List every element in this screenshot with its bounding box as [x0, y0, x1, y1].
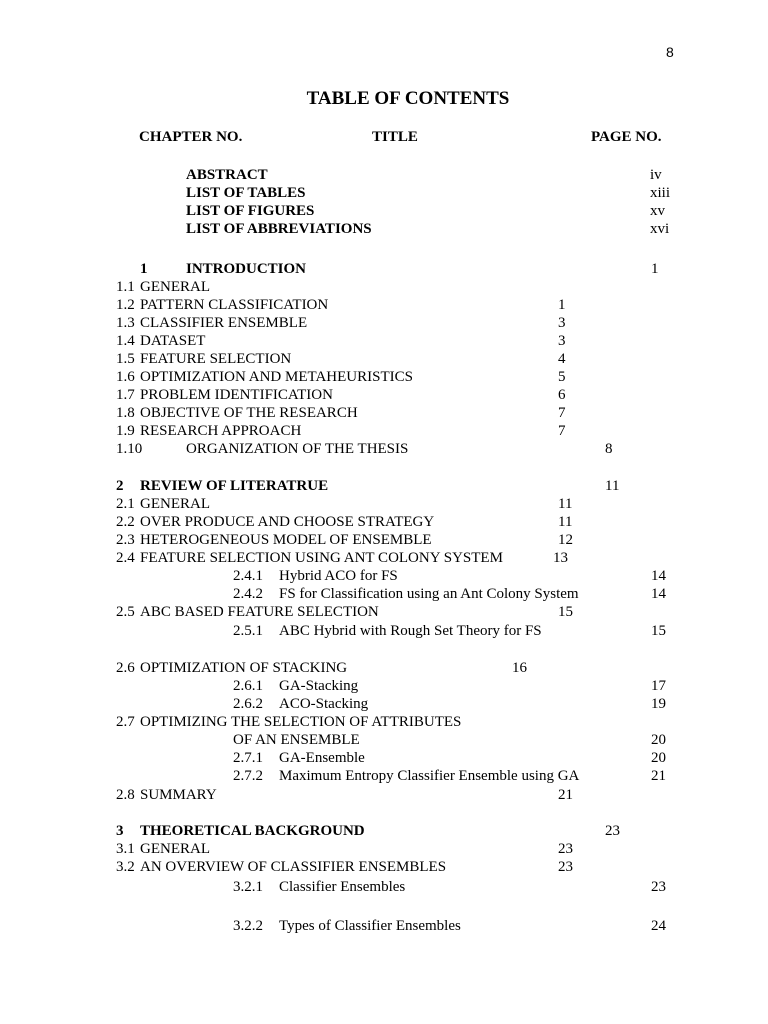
section-number: 2.8	[116, 787, 135, 803]
section-title: PATTERN CLASSIFICATION	[140, 297, 329, 313]
section-page: 20	[651, 732, 666, 748]
section-title: OPTIMIZATION OF STACKING	[140, 660, 348, 676]
section-number: 1.10	[116, 441, 143, 457]
section-number: 3.2	[116, 859, 135, 875]
front-abstract-title: ABSTRACT	[186, 167, 268, 183]
section-title: ORGANIZATION OF THE THESIS	[186, 441, 409, 457]
section-number: 1.8	[116, 405, 135, 421]
section-page: 6	[558, 387, 566, 403]
subsection-number: 3.2.2	[233, 918, 263, 934]
section-title: PROBLEM IDENTIFICATION	[140, 387, 333, 403]
section-page: 23	[558, 841, 573, 857]
subsection-page: 14	[651, 586, 666, 602]
subsection-title: Classifier Ensembles	[279, 879, 406, 895]
subsection-number: 2.6.1	[233, 678, 263, 694]
section-number: 1.6	[116, 369, 135, 385]
section-number: 1.9	[116, 423, 135, 439]
section-title: OBJECTIVE OF THE RESEARCH	[140, 405, 358, 421]
section-number: 1.4	[116, 333, 135, 349]
section-title: FEATURE SELECTION USING ANT COLONY SYSTEM	[140, 550, 503, 566]
chapter-3-title: THEORETICAL BACKGROUND	[140, 823, 365, 839]
section-title: FEATURE SELECTION	[140, 351, 292, 367]
subsection-number: 2.6.2	[233, 696, 263, 712]
header-chapter-no: CHAPTER NO.	[139, 129, 243, 145]
section-page: 8	[605, 441, 613, 457]
chapter-1-title: INTRODUCTION	[186, 261, 307, 277]
front-tables-title: LIST OF TABLES	[186, 185, 306, 201]
section-title: OVER PRODUCE AND CHOOSE STRATEGY	[140, 514, 435, 530]
section-title: DATASET	[140, 333, 206, 349]
section-title: GENERAL	[140, 279, 210, 295]
subsection-title: Types of Classifier Ensembles	[279, 918, 461, 934]
chapter-2-number: 2	[116, 478, 124, 494]
header-page-no: PAGE NO.	[591, 129, 662, 145]
section-number: 1.2	[116, 297, 135, 313]
section-title: ABC BASED FEATURE SELECTION	[140, 604, 379, 620]
section-page: 15	[558, 604, 573, 620]
section-number: 2.7	[116, 714, 135, 730]
section-number: 1.3	[116, 315, 135, 331]
subsection-page: 21	[651, 768, 666, 784]
section-page: 7	[558, 405, 566, 421]
section-title-continued: OF AN ENSEMBLE	[233, 732, 360, 748]
subsection-title: Hybrid ACO for FS	[279, 568, 398, 584]
section-title: GENERAL	[140, 841, 210, 857]
subsection-number: 2.7.2	[233, 768, 263, 784]
front-abstract-page: iv	[650, 167, 662, 183]
section-title: OPTIMIZATION AND METAHEURISTICS	[140, 369, 413, 385]
section-number: 2.4	[116, 550, 135, 566]
section-title: RESEARCH APPROACH	[140, 423, 302, 439]
subsection-page: 24	[651, 918, 666, 934]
chapter-1-page: 1	[651, 261, 659, 277]
subsection-number: 2.5.1	[233, 623, 263, 639]
section-page: 3	[558, 333, 566, 349]
section-title: AN OVERVIEW OF CLASSIFIER ENSEMBLES	[140, 859, 447, 875]
toc-title: TABLE OF CONTENTS	[306, 88, 510, 109]
section-title: GENERAL	[140, 496, 210, 512]
section-number: 1.1	[116, 279, 135, 295]
front-abbr-page: xvi	[650, 221, 670, 237]
section-number: 2.6	[116, 660, 135, 676]
section-page: 3	[558, 315, 566, 331]
section-number: 2.5	[116, 604, 135, 620]
section-title: HETEROGENEOUS MODEL OF ENSEMBLE	[140, 532, 432, 548]
subsection-number: 2.7.1	[233, 750, 263, 766]
section-page: 4	[558, 351, 566, 367]
section-number: 1.5	[116, 351, 135, 367]
subsection-title: GA-Ensemble	[279, 750, 365, 766]
subsection-title: ABC Hybrid with Rough Set Theory for FS	[279, 623, 542, 639]
section-title: OPTIMIZING THE SELECTION OF ATTRIBUTES	[140, 714, 462, 730]
chapter-3-number: 3	[116, 823, 124, 839]
section-number: 1.7	[116, 387, 135, 403]
subsection-title: FS for Classification using an Ant Colony System	[279, 586, 579, 602]
section-page: 5	[558, 369, 566, 385]
section-number: 2.3	[116, 532, 135, 548]
section-page: 11	[558, 496, 573, 512]
section-number: 3.1	[116, 841, 135, 857]
chapter-3-page: 23	[605, 823, 620, 839]
front-tables-page: xiii	[650, 185, 671, 201]
section-page: 11	[558, 514, 573, 530]
subsection-page: 19	[651, 696, 666, 712]
section-page: 13	[553, 550, 568, 566]
section-number: 2.2	[116, 514, 135, 530]
subsection-title: ACO-Stacking	[279, 696, 369, 712]
chapter-1-number: 1	[140, 261, 148, 277]
chapter-2-page: 11	[605, 478, 620, 494]
subsection-number: 3.2.1	[233, 879, 263, 895]
subsection-page: 23	[651, 879, 666, 895]
front-figures-title: LIST OF FIGURES	[186, 203, 315, 219]
front-figures-page: xv	[650, 203, 665, 219]
subsection-page: 17	[651, 678, 666, 694]
subsection-number: 2.4.1	[233, 568, 263, 584]
section-page: 16	[512, 660, 527, 676]
section-page: 7	[558, 423, 566, 439]
section-page: 23	[558, 859, 573, 875]
page-number: 8	[666, 44, 674, 60]
subsection-page: 14	[651, 568, 666, 584]
section-page: 12	[558, 532, 573, 548]
subsection-page: 20	[651, 750, 666, 766]
section-number: 2.1	[116, 496, 135, 512]
header-title: TITLE	[372, 129, 418, 145]
front-abbr-title: LIST OF ABBREVIATIONS	[186, 221, 372, 237]
subsection-number: 2.4.2	[233, 586, 263, 602]
section-page: 21	[558, 787, 573, 803]
section-title: SUMMARY	[140, 787, 217, 803]
section-title: CLASSIFIER ENSEMBLE	[140, 315, 308, 331]
section-page: 1	[558, 297, 566, 313]
chapter-2-title: REVIEW OF LITERATRUE	[140, 478, 329, 494]
subsection-title: Maximum Entropy Classifier Ensemble using GA	[279, 768, 580, 784]
subsection-page: 15	[651, 623, 666, 639]
subsection-title: GA-Stacking	[279, 678, 359, 694]
